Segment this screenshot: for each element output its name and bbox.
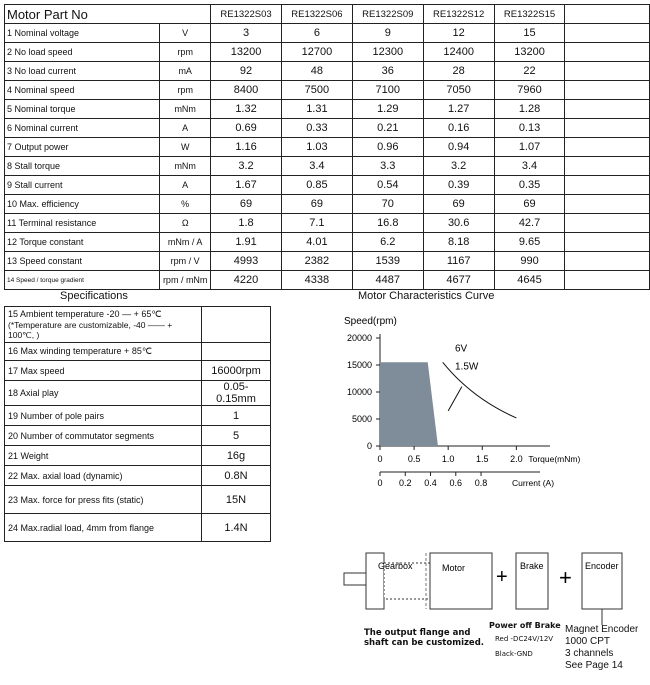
row-value: 36	[352, 62, 423, 81]
gearbox-motor-unit	[344, 553, 492, 609]
row-value: 6	[281, 24, 352, 43]
x-tick-label: 1.0	[441, 454, 455, 464]
x-axis-label: Torque(mNm)	[528, 454, 581, 464]
specifications-title: Specifications	[60, 290, 128, 302]
voltage-label: 6V	[455, 343, 468, 355]
row-value: 990	[494, 252, 565, 271]
spec-label-text: 21 Weight	[8, 450, 49, 461]
spec-row	[5, 446, 271, 466]
row-value: 0.96	[352, 138, 423, 157]
x-tick-label: 2.0	[510, 454, 523, 464]
row-unit: mNm / A	[160, 233, 211, 252]
row-value: 92	[211, 62, 282, 81]
row-value: 69	[494, 195, 565, 214]
row-unit: W	[160, 138, 211, 157]
power-label: 1.5W	[455, 361, 479, 373]
spec-label-text: 23 Max. force for press fits (static)	[8, 494, 144, 505]
motor-body	[430, 553, 492, 609]
row-value: 8400	[211, 81, 282, 100]
row-value: 3.2	[423, 157, 494, 176]
row-label: 13 Speed constant	[5, 252, 160, 271]
row-value: 13200	[494, 43, 565, 62]
y-tick-label: 10000	[346, 387, 372, 397]
row-label: 12 Torque constant	[5, 233, 160, 252]
spec-label	[5, 486, 202, 514]
spec-label-text: 22 Max. axial load (dynamic)	[8, 470, 123, 481]
spec-row	[5, 343, 271, 361]
row-value: 3.3	[352, 157, 423, 176]
spec-row	[5, 361, 271, 381]
row-label: 11 Terminal resistance	[5, 214, 160, 233]
row-value: 3	[211, 24, 282, 43]
specifications-table	[4, 306, 271, 542]
encoder-info-line: See Page 14	[565, 660, 623, 671]
empty-cell	[565, 119, 650, 138]
row-value: 12400	[423, 43, 494, 62]
row-value: 13200	[211, 43, 282, 62]
spec-value: 16g	[202, 446, 271, 466]
empty-cell	[565, 252, 650, 271]
row-value: 1.03	[281, 138, 352, 157]
row-value: 0.33	[281, 119, 352, 138]
table-header-row	[5, 5, 650, 24]
row-label: 9 Stall current	[5, 176, 160, 195]
motor-curve-chart	[330, 310, 590, 505]
spec-value: 1	[202, 406, 271, 426]
row-value: 48	[281, 62, 352, 81]
table-row	[5, 81, 650, 100]
spec-label-text: 16 Max winding temperature + 85℃	[8, 346, 152, 356]
x2-tick-label: 0.4	[424, 478, 437, 488]
empty-cell	[565, 138, 650, 157]
row-value: 42.7	[494, 214, 565, 233]
row-value: 9	[352, 24, 423, 43]
row-value: 0.54	[352, 176, 423, 195]
row-unit: mNm	[160, 100, 211, 119]
row-value: 30.6	[423, 214, 494, 233]
row-label: 2 No load speed	[5, 43, 160, 62]
spec-row	[5, 486, 271, 514]
row-value: 7960	[494, 81, 565, 100]
brake-red-wire: Red -DC24V/12V	[495, 635, 554, 643]
x2-tick-label: 0.6	[449, 478, 463, 488]
table-row	[5, 157, 650, 176]
empty-cell	[565, 233, 650, 252]
empty-cell	[565, 81, 650, 100]
y-axis-label: Speed(rpm)	[344, 316, 397, 327]
y-tick-label: 20000	[346, 333, 372, 343]
row-value: 70	[352, 195, 423, 214]
spec-value	[202, 343, 271, 361]
empty-header	[565, 5, 650, 24]
table-row	[5, 176, 650, 195]
row-value: 1.67	[211, 176, 282, 195]
row-value: 4677	[423, 271, 494, 290]
row-value: 0.13	[494, 119, 565, 138]
row-label: 4 Nominal speed	[5, 81, 160, 100]
row-value: 1.31	[281, 100, 352, 119]
table-row	[5, 100, 650, 119]
spec-value: 0.8N	[202, 466, 271, 486]
row-value: 6.2	[352, 233, 423, 252]
spec-label-text: 24 Max.radial load, 4mm from flange	[8, 522, 155, 533]
table-row	[5, 271, 650, 290]
row-label: 14 Speed / torque gradient	[5, 271, 160, 290]
row-value: 16.8	[352, 214, 423, 233]
x-tick-label: 0.5	[407, 454, 421, 464]
row-unit: mNm	[160, 157, 211, 176]
empty-cell	[565, 176, 650, 195]
row-value: 12700	[281, 43, 352, 62]
row-value: 8.18	[423, 233, 494, 252]
table-row	[5, 24, 650, 43]
table-row	[5, 214, 650, 233]
row-unit: A	[160, 176, 211, 195]
row-value: 0.35	[494, 176, 565, 195]
x2-axis-label: Current (A)	[512, 478, 555, 488]
row-value: 12300	[352, 43, 423, 62]
row-unit: A	[160, 119, 211, 138]
row-label: 10 Max. efficiency	[5, 195, 160, 214]
spec-row	[5, 466, 271, 486]
row-label: 7 Output power	[5, 138, 160, 157]
row-value: 1.29	[352, 100, 423, 119]
spec-label	[5, 426, 202, 446]
row-value: 0.21	[352, 119, 423, 138]
x2-tick-label: 0.8	[474, 478, 488, 488]
table-title: Motor Part No	[5, 5, 211, 24]
brake-black-wire: Black-GND	[495, 650, 533, 658]
spec-label-text: 17 Max speed	[8, 365, 65, 376]
brake-label: Brake	[520, 561, 544, 571]
spec-label-text: 18 Axial play	[8, 388, 59, 398]
table-row	[5, 62, 650, 81]
spec-label	[5, 466, 202, 486]
customization-note: The output flange and shaft can be customized.	[364, 628, 485, 648]
row-value: 1.8	[211, 214, 282, 233]
curve-svg	[330, 310, 590, 500]
spec-label	[5, 446, 202, 466]
row-label: 3 No load current	[5, 62, 160, 81]
empty-cell	[565, 62, 650, 81]
row-label: 6 Nominal current	[5, 119, 160, 138]
curve-pointer	[448, 387, 462, 411]
row-value: 7050	[423, 81, 494, 100]
row-unit: Ω	[160, 214, 211, 233]
spec-label-text: 15 Ambient temperature -20 — + 65℃	[8, 308, 162, 319]
row-value: 1.91	[211, 233, 282, 252]
row-value: 12	[423, 24, 494, 43]
encoder-info-line: Magnet Encoder	[565, 624, 639, 635]
empty-cell	[565, 214, 650, 233]
output-shaft	[344, 573, 366, 585]
y-tick-label: 5000	[351, 414, 372, 424]
y-tick-label: 15000	[346, 360, 372, 370]
plus-sign: +	[496, 566, 508, 588]
row-value: 0.69	[211, 119, 282, 138]
row-unit: rpm	[160, 43, 211, 62]
model-header: RE1322S12	[423, 5, 494, 24]
x-tick-label: 0	[377, 454, 383, 464]
row-value: 0.85	[281, 176, 352, 195]
empty-cell	[565, 195, 650, 214]
spec-row	[5, 381, 271, 406]
encoder-info-line: 3 channels	[565, 648, 614, 659]
row-value: 1.07	[494, 138, 565, 157]
table-row	[5, 138, 650, 157]
spec-value: 1.4N	[202, 514, 271, 542]
table-row	[5, 43, 650, 62]
row-value: 2382	[281, 252, 352, 271]
row-value: 22	[494, 62, 565, 81]
row-value: 4993	[211, 252, 282, 271]
gearbox-label: Gearbox	[378, 561, 413, 571]
model-header: RE1322S15	[494, 5, 565, 24]
spec-label	[5, 343, 202, 361]
x2-tick-label: 0.2	[399, 478, 412, 488]
spec-row	[5, 514, 271, 542]
spec-value: 15N	[202, 486, 271, 514]
row-value: 1539	[352, 252, 423, 271]
spec-label	[5, 307, 202, 343]
spec-label	[5, 361, 202, 381]
row-value: 9.65	[494, 233, 565, 252]
operating-area	[380, 362, 438, 446]
row-value: 3.4	[281, 157, 352, 176]
row-label: 8 Stall torque	[5, 157, 160, 176]
encoder-info	[565, 624, 638, 672]
row-unit: rpm / V	[160, 252, 211, 271]
model-header: RE1322S09	[352, 5, 423, 24]
row-unit: V	[160, 24, 211, 43]
row-value: 4338	[281, 271, 352, 290]
spec-sub-text: (*Temperature are customizable, -40 —— + 100℃, )	[8, 319, 173, 340]
row-value: 69	[211, 195, 282, 214]
spec-value: 16000rpm	[202, 361, 271, 381]
row-unit: rpm	[160, 81, 211, 100]
plus-sign: +	[559, 565, 572, 590]
row-unit: rpm / mNm	[160, 271, 211, 290]
spec-row	[5, 406, 271, 426]
row-value: 1.32	[211, 100, 282, 119]
motor-data-table	[4, 4, 650, 290]
spec-row	[5, 426, 271, 446]
row-value: 3.4	[494, 157, 565, 176]
spec-value: 5	[202, 426, 271, 446]
spec-label	[5, 514, 202, 542]
limit-curve	[443, 362, 517, 418]
curve-title: Motor Characteristics Curve	[358, 290, 495, 302]
y-tick-label: 0	[366, 441, 372, 451]
empty-cell	[565, 24, 650, 43]
table-row	[5, 233, 650, 252]
row-unit: mA	[160, 62, 211, 81]
row-label: 5 Nominal torque	[5, 100, 160, 119]
empty-cell	[565, 157, 650, 176]
encoder-label: Encoder	[585, 561, 619, 571]
row-label: 1 Nominal voltage	[5, 24, 160, 43]
spec-label-text: 19 Number of pole pairs	[8, 410, 105, 421]
row-value: 0.16	[423, 119, 494, 138]
motor-label: Motor	[442, 563, 466, 573]
table-row	[5, 252, 650, 271]
row-value: 0.94	[423, 138, 494, 157]
row-value: 69	[423, 195, 494, 214]
row-value: 4487	[352, 271, 423, 290]
row-value: 1.16	[211, 138, 282, 157]
row-value: 4.01	[281, 233, 352, 252]
empty-cell	[565, 271, 650, 290]
empty-cell	[565, 100, 650, 119]
row-value: 3.2	[211, 157, 282, 176]
row-value: 1167	[423, 252, 494, 271]
row-value: 1.27	[423, 100, 494, 119]
row-value: 7500	[281, 81, 352, 100]
model-header: RE1322S06	[281, 5, 352, 24]
encoder-info-line: 1000 CPT	[565, 636, 611, 647]
empty-cell	[565, 43, 650, 62]
row-value: 0.39	[423, 176, 494, 195]
spec-label	[5, 406, 202, 426]
row-value: 4220	[211, 271, 282, 290]
row-value: 7100	[352, 81, 423, 100]
x2-tick-label: 0	[377, 478, 383, 488]
row-value: 15	[494, 24, 565, 43]
row-value: 28	[423, 62, 494, 81]
model-header: RE1322S03	[211, 5, 282, 24]
row-unit: %	[160, 195, 211, 214]
row-value: 7.1	[281, 214, 352, 233]
brake-title: Power off Brake	[489, 621, 561, 630]
x-tick-label: 1.5	[476, 454, 489, 464]
row-value: 4645	[494, 271, 565, 290]
spec-row	[5, 307, 271, 343]
row-value: 1.28	[494, 100, 565, 119]
spec-value: 0.05-0.15mm	[202, 381, 271, 406]
table-row	[5, 119, 650, 138]
spec-label-text: 20 Number of commutator segments	[8, 430, 155, 441]
row-value: 69	[281, 195, 352, 214]
spec-value	[202, 307, 271, 343]
table-row	[5, 195, 650, 214]
spec-label	[5, 381, 202, 406]
